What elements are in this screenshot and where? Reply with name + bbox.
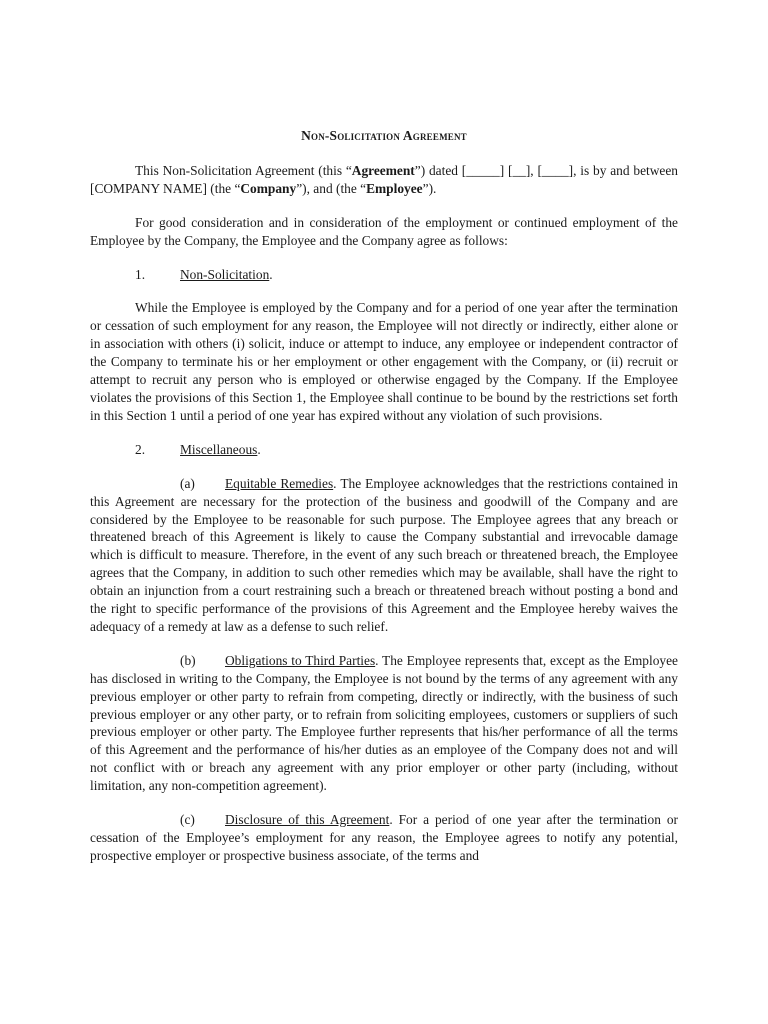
subsection-b <box>90 652 678 795</box>
subsection-c-title: Disclosure of this Agreement <box>225 812 390 828</box>
document-body <box>90 127 678 881</box>
subsection-b-label: (b) <box>180 652 196 668</box>
subsection-a <box>90 475 678 636</box>
subsection-c-label: (c) <box>180 812 195 828</box>
section-1-body: While the Employee is employed by the Company and for a period of one year after the termination or cessation of such employment for any reason, the Employee will not directly or indirectly, either alone or in association with others (i) solicit, induce or attempt to induce, any employee or independent contractor of the Company to terminate his or her employment or other engagement with the Company, or (ii) recruit or attempt to recruit any person who is employed or otherwise engaged by the Company. If the Employee violates the provisions of this Section 1, the Employee shall continue to be bound by the restrictions set forth in this Section 1 until a period of one year has expired without any violation of such provisions. <box>90 300 678 423</box>
subsection-a-body: . The Employee acknowledges that the restrictions contained in this Agreement are necessary for the protection of the business and goodwill of the Company and are considered by the Employee to be reasonable for such purpose. The Employee agrees that any breach or threatened breach of this Agreement is likely to cause the Company substantial and irrevocable damage which is difficult to measure. Therefore, in the event of any such breach or threatened breach, the Employee agrees that the Company, in addition to such other remedies which may be available, shall have the right to obtain an injunction from a court restraining such a breach or threatened breach without posting a bond and the right to specific performance of the provisions of this Agreement and the Employee hereby waives the adequacy of a remedy at law as a defense to such relief. <box>90 475 678 634</box>
subsection-c-body: . For a period of one year after the termination or cessation of the Employee’s employment for any reason, the Employee agrees to notify any potential, prospective employer or prospective business associate, of the terms and <box>90 812 678 863</box>
intro-text-1: This Non-Solicitation Agreement (this “ <box>135 162 352 178</box>
consideration-paragraph: For good consideration and in consideration of the employment or continued employment of the Employee by the Company, the Employee and the Company agree as follows: <box>90 214 678 248</box>
intro-paragraph <box>90 162 678 198</box>
section-2-title: Miscellaneous <box>180 441 258 457</box>
section-1-number: 1. <box>135 266 146 282</box>
subsection-a-label: (a) <box>180 475 195 491</box>
section-1-title-period: . <box>269 266 273 282</box>
defined-term-company: Company <box>240 180 297 196</box>
document-title: Non-Solicitation Agreement <box>301 128 467 143</box>
intro-text-3: ”), and (the “ <box>296 180 367 196</box>
subsection-b-title: Obligations to Third Parties <box>225 652 376 668</box>
subsection-b-body: . The Employee represents that, except as the Employee has disclosed in writing to the Company, the Employee is not bound by the terms of any agreement with any previous employer or other party to refrain from competing, directly or indirectly, with the business of such previous employer or any other party, or to refrain from soliciting employees, customers or suppliers of such previous employer or other party. The Employee further represents that his/her performance of all the terms of this Agreement and the performance of his/her duties as an employee of the Company does not and will not conflict with or breach any agreement with any prior employer or other party (including, without limitation, any non-competition agreement). <box>90 652 678 794</box>
defined-term-agreement: Agreement <box>351 162 415 178</box>
section-2-heading <box>135 441 678 459</box>
section-1-heading <box>135 266 678 284</box>
intro-text-2: ”) dated [_____] [__], [____], is by and between [COMPANY NAME] (the “ <box>90 162 678 196</box>
subsection-c <box>90 811 678 865</box>
defined-term-employee: Employee <box>366 180 423 196</box>
section-2-number: 2. <box>135 441 146 457</box>
section-1-title: Non-Solicitation <box>180 266 270 282</box>
intro-text-4: ”). <box>422 180 437 196</box>
section-2-title-period: . <box>257 441 261 457</box>
subsection-a-title: Equitable Remedies <box>225 475 334 491</box>
